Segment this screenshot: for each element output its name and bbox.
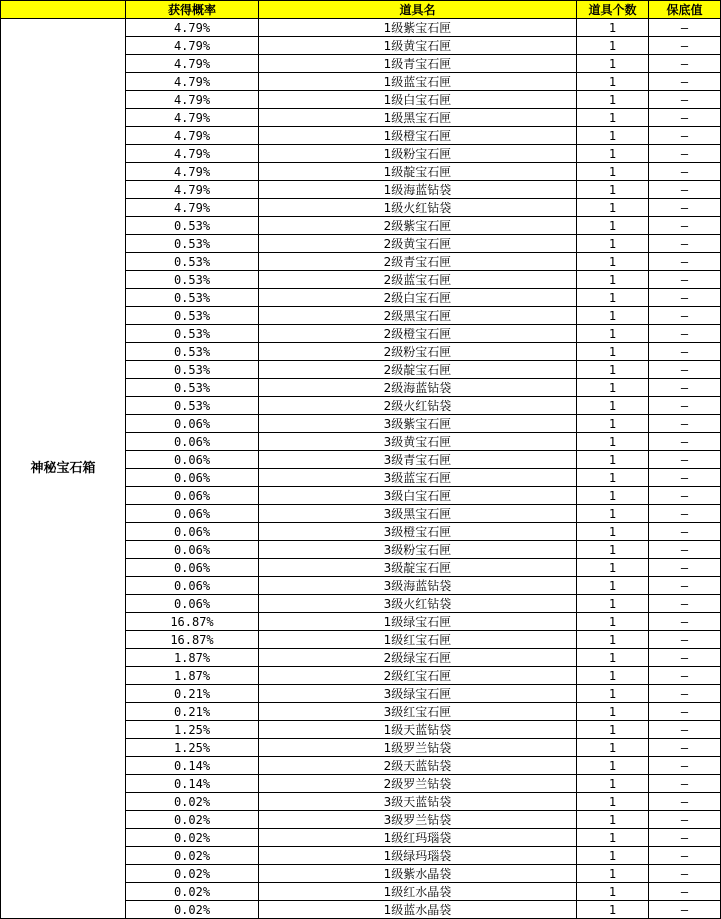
item-count-cell: 1 [577,487,649,505]
item-name-cell: 3级罗兰钻袋 [259,811,577,829]
item-name-cell: 3级青宝石匣 [259,451,577,469]
item-name-cell: 1级海蓝钻袋 [259,181,577,199]
guarantee-cell: — [649,901,721,919]
item-count-cell: 1 [577,253,649,271]
probability-cell: 1.25% [126,739,259,757]
item-count-cell: 1 [577,631,649,649]
item-count-cell: 1 [577,199,649,217]
probability-cell: 4.79% [126,55,259,73]
item-count-cell: 1 [577,721,649,739]
item-name-cell: 3级火红钻袋 [259,595,577,613]
probability-cell: 0.06% [126,469,259,487]
item-name-cell: 2级青宝石匣 [259,253,577,271]
probability-cell: 0.14% [126,775,259,793]
probability-cell: 0.53% [126,271,259,289]
guarantee-cell: — [649,703,721,721]
item-count-cell: 1 [577,91,649,109]
guarantee-cell: — [649,451,721,469]
guarantee-cell: — [649,217,721,235]
item-count-cell: 1 [577,577,649,595]
box-name-cell: 神秘宝石箱 [1,19,126,919]
item-name-cell: 1级天蓝钻袋 [259,721,577,739]
item-name-cell: 1级蓝宝石匣 [259,73,577,91]
guarantee-cell: — [649,631,721,649]
probability-cell: 0.06% [126,541,259,559]
item-name-cell: 2级火红钻袋 [259,397,577,415]
guarantee-cell: — [649,19,721,37]
item-count-cell: 1 [577,343,649,361]
probability-header: 获得概率 [126,1,259,19]
item-count-cell: 1 [577,145,649,163]
table-body [1,19,721,919]
item-name-cell: 3级海蓝钻袋 [259,577,577,595]
item-count-cell: 1 [577,307,649,325]
probability-cell: 0.53% [126,343,259,361]
item-name-cell: 2级黄宝石匣 [259,235,577,253]
guarantee-cell: — [649,415,721,433]
guarantee-cell: — [649,847,721,865]
item-count-cell: 1 [577,541,649,559]
probability-cell: 4.79% [126,127,259,145]
probability-cell: 1.87% [126,667,259,685]
guarantee-cell: — [649,685,721,703]
guarantee-cell: — [649,199,721,217]
probability-cell: 0.06% [126,451,259,469]
guarantee-cell: — [649,775,721,793]
probability-cell: 0.02% [126,811,259,829]
item-name-cell: 1级红玛瑙袋 [259,829,577,847]
probability-cell: 0.06% [126,487,259,505]
item-name-cell: 3级白宝石匣 [259,487,577,505]
probability-cell: 0.06% [126,559,259,577]
item-name-cell: 1级绿宝石匣 [259,613,577,631]
guarantee-cell: — [649,865,721,883]
item-name-cell: 3级绿宝石匣 [259,685,577,703]
item-count-cell: 1 [577,73,649,91]
item-name-cell: 2级黑宝石匣 [259,307,577,325]
probability-cell: 4.79% [126,109,259,127]
probability-cell: 0.53% [126,361,259,379]
item-name-cell: 3级蓝宝石匣 [259,469,577,487]
guarantee-cell: — [649,739,721,757]
guarantee-cell: — [649,829,721,847]
probability-cell: 0.14% [126,757,259,775]
guarantee-cell: — [649,487,721,505]
guarantee-cell: — [649,811,721,829]
item-count-cell: 1 [577,181,649,199]
item-name-cell: 1级蓝水晶袋 [259,901,577,919]
item-count-cell: 1 [577,793,649,811]
probability-cell: 0.06% [126,505,259,523]
probability-cell: 4.79% [126,145,259,163]
item-name-cell: 2级白宝石匣 [259,289,577,307]
guarantee-cell: — [649,721,721,739]
item-name-cell: 1级白宝石匣 [259,91,577,109]
probability-cell: 0.02% [126,829,259,847]
guarantee-cell: — [649,667,721,685]
probability-cell: 0.53% [126,253,259,271]
item-count-cell: 1 [577,289,649,307]
item-count-cell: 1 [577,235,649,253]
item-name-cell: 1级黑宝石匣 [259,109,577,127]
item-count-cell: 1 [577,397,649,415]
table-row [1,19,721,37]
item-count-cell: 1 [577,757,649,775]
item-count-cell: 1 [577,739,649,757]
guarantee-cell: — [649,235,721,253]
item-count-cell: 1 [577,469,649,487]
probability-cell: 0.53% [126,289,259,307]
item-name-cell: 2级绿宝石匣 [259,649,577,667]
probability-cell: 0.53% [126,217,259,235]
guarantee-cell: — [649,559,721,577]
item-count-cell: 1 [577,379,649,397]
guarantee-cell: — [649,91,721,109]
guarantee-cell: — [649,343,721,361]
item-count-cell: 1 [577,613,649,631]
guarantee-cell: — [649,595,721,613]
item-name-cell: 3级红宝石匣 [259,703,577,721]
guarantee-cell: — [649,541,721,559]
probability-cell: 0.06% [126,433,259,451]
item-count-cell: 1 [577,649,649,667]
item-count-cell: 1 [577,19,649,37]
item-count-cell: 1 [577,415,649,433]
probability-cell: 0.02% [126,847,259,865]
item-count-cell: 1 [577,811,649,829]
item-count-cell: 1 [577,37,649,55]
item-name-cell: 2级天蓝钻袋 [259,757,577,775]
item-name-cell: 3级靛宝石匣 [259,559,577,577]
probability-cell: 4.79% [126,91,259,109]
guarantee-cell: — [649,253,721,271]
probability-cell: 0.02% [126,901,259,919]
probability-cell: 0.06% [126,415,259,433]
item-name-cell: 3级天蓝钻袋 [259,793,577,811]
item-name-cell: 2级粉宝石匣 [259,343,577,361]
item-name-cell: 1级红宝石匣 [259,631,577,649]
item-count-cell: 1 [577,55,649,73]
item-count-cell: 1 [577,325,649,343]
item-name-cell: 2级蓝宝石匣 [259,271,577,289]
probability-cell: 4.79% [126,181,259,199]
guarantee-cell: — [649,289,721,307]
item-count-cell: 1 [577,865,649,883]
item-name-cell: 1级紫宝石匣 [259,19,577,37]
guarantee-cell: — [649,523,721,541]
item-count-cell: 1 [577,829,649,847]
guarantee-cell: — [649,163,721,181]
guarantee-cell: — [649,361,721,379]
guarantee-cell: — [649,793,721,811]
header-row [1,1,721,19]
guarantee-cell: — [649,37,721,55]
item-count-cell: 1 [577,595,649,613]
item-name-cell: 1级粉宝石匣 [259,145,577,163]
probability-cell: 4.79% [126,19,259,37]
probability-cell: 0.53% [126,235,259,253]
guarantee-cell: — [649,469,721,487]
item-name-cell: 1级橙宝石匣 [259,127,577,145]
probability-cell: 0.53% [126,325,259,343]
probability-cell: 0.02% [126,793,259,811]
guarantee-cell: — [649,433,721,451]
item-count-cell: 1 [577,217,649,235]
guarantee-cell: — [649,181,721,199]
item-name-cell: 3级橙宝石匣 [259,523,577,541]
guarantee-cell: — [649,73,721,91]
guarantee-cell: — [649,307,721,325]
item-count-header: 道具个数 [577,1,649,19]
guarantee-cell: — [649,757,721,775]
corner-header [1,1,126,19]
item-count-cell: 1 [577,109,649,127]
item-name-cell: 1级靛宝石匣 [259,163,577,181]
guarantee-cell: — [649,505,721,523]
item-count-cell: 1 [577,361,649,379]
item-count-cell: 1 [577,433,649,451]
probability-cell: 16.87% [126,613,259,631]
probability-cell: 0.06% [126,577,259,595]
item-name-cell: 1级罗兰钻袋 [259,739,577,757]
item-count-cell: 1 [577,685,649,703]
guarantee-cell: — [649,109,721,127]
probability-cell: 0.06% [126,595,259,613]
item-name-cell: 1级红水晶袋 [259,883,577,901]
probability-cell: 0.06% [126,523,259,541]
guarantee-cell: — [649,397,721,415]
guarantee-cell: — [649,145,721,163]
item-name-cell: 3级黑宝石匣 [259,505,577,523]
item-count-cell: 1 [577,559,649,577]
item-name-cell: 2级橙宝石匣 [259,325,577,343]
item-name-cell: 1级青宝石匣 [259,55,577,73]
probability-cell: 0.53% [126,307,259,325]
probability-cell: 4.79% [126,73,259,91]
item-name-cell: 2级海蓝钻袋 [259,379,577,397]
guarantee-cell: — [649,613,721,631]
probability-cell: 0.53% [126,379,259,397]
probability-cell: 0.02% [126,865,259,883]
item-count-cell: 1 [577,883,649,901]
item-name-cell: 2级罗兰钻袋 [259,775,577,793]
item-count-cell: 1 [577,667,649,685]
guarantee-cell: — [649,883,721,901]
item-name-cell: 1级火红钻袋 [259,199,577,217]
probability-cell: 1.87% [126,649,259,667]
item-count-cell: 1 [577,505,649,523]
guarantee-header: 保底值 [649,1,721,19]
probability-cell: 4.79% [126,37,259,55]
item-count-cell: 1 [577,523,649,541]
probability-cell: 4.79% [126,199,259,217]
item-count-cell: 1 [577,703,649,721]
item-name-cell: 1级紫水晶袋 [259,865,577,883]
probability-cell: 16.87% [126,631,259,649]
probability-cell: 0.02% [126,883,259,901]
item-count-cell: 1 [577,127,649,145]
item-name-cell: 2级红宝石匣 [259,667,577,685]
item-name-cell: 1级绿玛瑙袋 [259,847,577,865]
guarantee-cell: — [649,55,721,73]
item-count-cell: 1 [577,451,649,469]
item-count-cell: 1 [577,163,649,181]
item-name-cell: 1级黄宝石匣 [259,37,577,55]
item-name-cell: 3级粉宝石匣 [259,541,577,559]
probability-cell: 0.21% [126,685,259,703]
guarantee-cell: — [649,127,721,145]
item-count-cell: 1 [577,901,649,919]
guarantee-cell: — [649,577,721,595]
guarantee-cell: — [649,649,721,667]
item-count-cell: 1 [577,847,649,865]
item-name-cell: 2级紫宝石匣 [259,217,577,235]
item-count-cell: 1 [577,271,649,289]
guarantee-cell: — [649,325,721,343]
item-name-header: 道具名 [259,1,577,19]
probability-cell: 1.25% [126,721,259,739]
probability-cell: 4.79% [126,163,259,181]
item-name-cell: 3级紫宝石匣 [259,415,577,433]
item-name-cell: 3级黄宝石匣 [259,433,577,451]
item-name-cell: 2级靛宝石匣 [259,361,577,379]
probability-cell: 0.53% [126,397,259,415]
guarantee-cell: — [649,271,721,289]
item-count-cell: 1 [577,775,649,793]
probability-cell: 0.21% [126,703,259,721]
guarantee-cell: — [649,379,721,397]
